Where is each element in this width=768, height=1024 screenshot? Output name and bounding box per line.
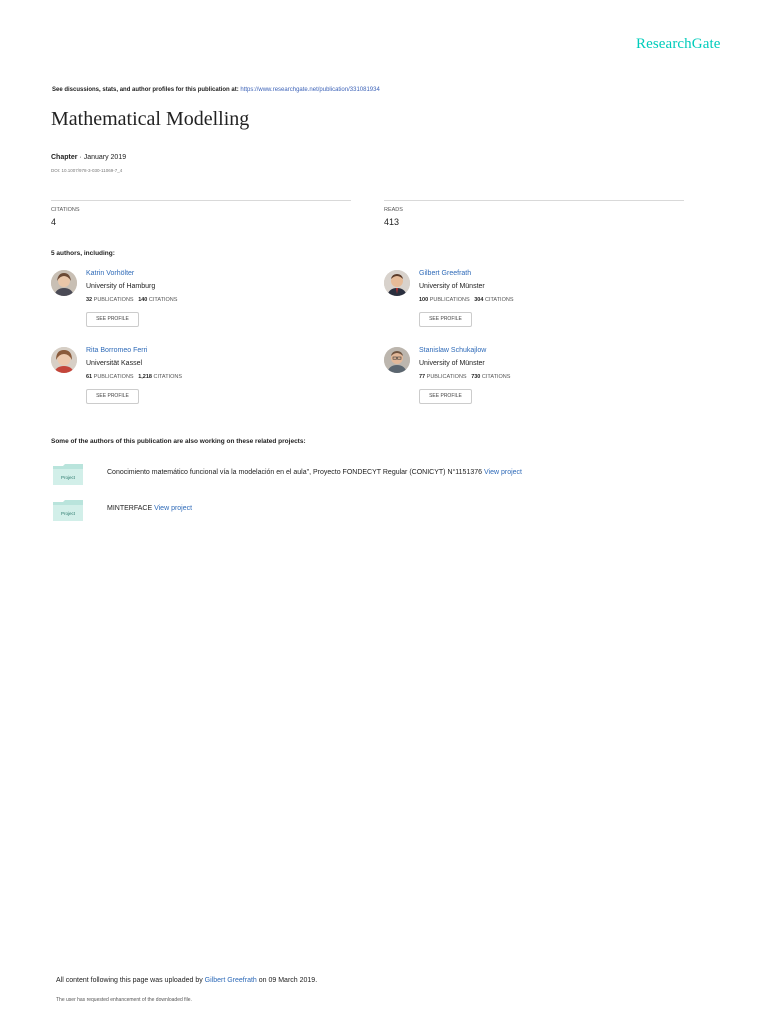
project-row — [52, 498, 692, 526]
related-projects-heading: Some of the authors of this publication are also working on these related projects: — [51, 438, 306, 445]
project-folder-icon — [52, 462, 84, 486]
chapter-date: January 2019 — [83, 154, 127, 161]
author-institution: University of Münster — [419, 360, 485, 367]
project-folder-icon — [52, 498, 84, 522]
enhancement-note: The user has requested enhancement of the downloaded file. — [56, 997, 192, 1003]
project-title: MINTERFACE — [107, 505, 153, 512]
citations-count: 730 — [471, 374, 481, 380]
author-card — [51, 347, 341, 413]
author-stats — [419, 297, 514, 303]
see-discussions-line — [52, 87, 380, 93]
uploader-link[interactable]: Gilbert Greefrath — [204, 977, 257, 984]
citations-count: 304 — [474, 297, 484, 303]
view-project-link[interactable]: View project — [483, 469, 522, 476]
publications-label: PUBLICATIONS — [93, 297, 134, 303]
avatar[interactable] — [384, 270, 410, 296]
citations-label: CITATIONS — [153, 374, 183, 380]
chapter-separator: · — [77, 154, 84, 161]
project-icon-label: Project — [60, 511, 76, 516]
reads-value: 413 — [384, 217, 400, 227]
upload-note — [56, 977, 317, 984]
see-profile-button[interactable]: SEE PROFILE — [86, 389, 139, 404]
upload-suffix: on 09 March 2019. — [258, 977, 318, 984]
doi: DOI: 10.1007/978-3-030-11069-7_4 — [51, 168, 123, 173]
author-stats — [86, 374, 182, 380]
author-institution: University of Hamburg — [86, 283, 156, 290]
citations-divider — [51, 200, 351, 201]
citations-label: CITATIONS — [51, 207, 80, 213]
chapter-line — [51, 154, 126, 161]
see-discussions-text: See discussions, stats, and author profiles for this publication at: — [52, 87, 239, 93]
see-profile-button[interactable]: SEE PROFILE — [419, 312, 472, 327]
publication-url-link[interactable]: https://www.researchgate.net/publication/331081934 — [240, 87, 380, 93]
author-name[interactable]: Gilbert Greefrath — [419, 270, 472, 277]
project-text — [107, 505, 192, 512]
author-name[interactable]: Rita Borromeo Ferri — [86, 347, 148, 354]
see-profile-button[interactable]: SEE PROFILE — [86, 312, 139, 327]
author-stats — [86, 297, 177, 303]
author-stats — [419, 374, 510, 380]
avatar[interactable] — [384, 347, 410, 373]
citations-label: CITATIONS — [481, 374, 511, 380]
author-institution: University of Münster — [419, 283, 485, 290]
publication-title: Mathematical Modelling — [51, 108, 250, 130]
reads-label: READS — [384, 207, 403, 213]
author-card — [384, 347, 674, 413]
author-institution: Universität Kassel — [86, 360, 143, 367]
publications-label: PUBLICATIONS — [93, 374, 134, 380]
author-name[interactable]: Katrin Vorhölter — [86, 270, 135, 277]
publications-label: PUBLICATIONS — [429, 297, 470, 303]
view-project-link[interactable]: View project — [154, 505, 193, 512]
researchgate-logo[interactable]: ResearchGate — [636, 36, 721, 52]
project-text — [107, 469, 522, 476]
author-card — [384, 270, 674, 336]
avatar[interactable] — [51, 347, 77, 373]
publications-label: PUBLICATIONS — [426, 374, 467, 380]
publications-count: 32 — [86, 297, 93, 303]
chapter-type: Chapter — [51, 154, 78, 161]
see-profile-button[interactable]: SEE PROFILE — [419, 389, 472, 404]
author-card — [51, 270, 341, 336]
publications-count: 77 — [419, 374, 426, 380]
publications-count: 100 — [419, 297, 429, 303]
citations-count: 1,218 — [138, 374, 152, 380]
avatar[interactable] — [51, 270, 77, 296]
reads-divider — [384, 200, 684, 201]
citations-label: CITATIONS — [484, 297, 514, 303]
project-title: Conocimiento matemático funcional vía la modelación en el aula", Proyecto FONDECYT Regular (CONICYT) N°1151376 — [107, 469, 483, 476]
upload-prefix: All content following this page was uploaded by — [56, 977, 203, 984]
author-name[interactable]: Stanislaw Schukajlow — [419, 347, 487, 354]
citations-value: 4 — [51, 217, 57, 227]
authors-heading: 5 authors, including: — [51, 250, 115, 257]
citations-count: 140 — [138, 297, 148, 303]
publications-count: 61 — [86, 374, 93, 380]
citations-label: CITATIONS — [148, 297, 178, 303]
project-icon-label: Project — [60, 475, 76, 480]
project-row — [52, 462, 692, 490]
